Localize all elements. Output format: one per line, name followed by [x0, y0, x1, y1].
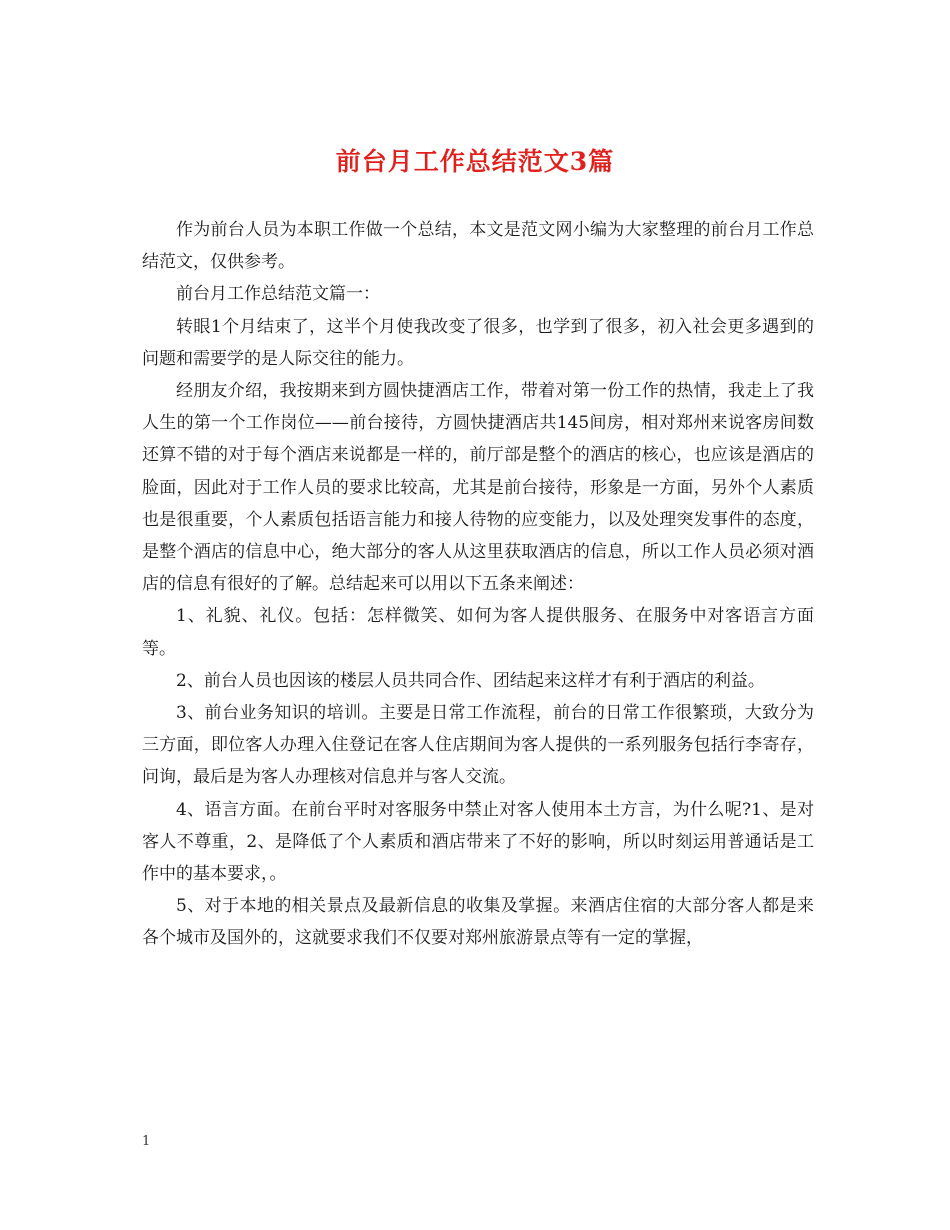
document-body [142, 214, 814, 955]
paragraph: 转眼1个月结束了，这半个月使我改变了很多，也学到了很多，初入社会更多遇到的问题和需要学的是人际交往的能力。 [142, 316, 814, 369]
list-item-5: 5、对于本地的相关景点及最新信息的收集及掌握。来酒店住宿的大部分客人都是来各个城市及国外的，这就要求我们不仅要对郑州旅游景点等有一定的掌握， [142, 896, 814, 949]
document-title: 前台月工作总结范文3篇 [335, 147, 615, 176]
paragraph-intro: 作为前台人员为本职工作做一个总结，本文是范文网小编为大家整理的前台月工作总结范文，仅供参考。 [142, 220, 814, 273]
list-item-4: 4、语言方面。在前台平时对客服务中禁止对客人使用本土方言，为什么呢?1、是对客人不尊重，2、是降低了个人素质和酒店带来了不好的影响，所以时刻运用普通话是工作中的基本要求，。 [142, 799, 814, 885]
list-item-1: 1、礼貌、礼仪。包括：怎样微笑、如何为客人提供服务、在服务中对客语言方面等。 [142, 606, 814, 659]
list-item-2: 2、前台人员也因该的楼层人员共同合作、团结起来这样才有利于酒店的利益。 [176, 670, 765, 691]
paragraph: 经朋友介绍，我按期来到方圆快捷酒店工作，带着对第一份工作的热情，我走上了我人生的第一个工作岗位——前台接待，方圆快捷酒店共145间房，相对郑州来说客房间数还算不错的对于每个酒店来说都是一样的，前厅部是整个的酒店的核心，也应该是酒店的脸面，因此对于工作人员的要求比较高，尤其是前台接待，形象是一方面，另外个人素质也是很重要，个人素质包括语言能力和接人待物的应变能力，以及处理突发事件的态度，是整个酒店的信息中心，绝大部分的客人从这里获取酒店的信息，所以工作人员必须对酒店的信息有很好的了解。总结起来可以用以下五条来阐述： [142, 381, 814, 595]
page-number: 1 [142, 1134, 151, 1149]
paragraph-section-heading: 前台月工作总结范文篇一： [176, 284, 380, 305]
list-item-3: 3、前台业务知识的培训。主要是日常工作流程，前台的日常工作很繁琐，大致分为三方面，即位客人办理入住登记在客人住店期间为客人提供的一系列服务包括行李寄存，问询，最后是为客人办理核对信息并与客人交流。 [142, 703, 814, 788]
